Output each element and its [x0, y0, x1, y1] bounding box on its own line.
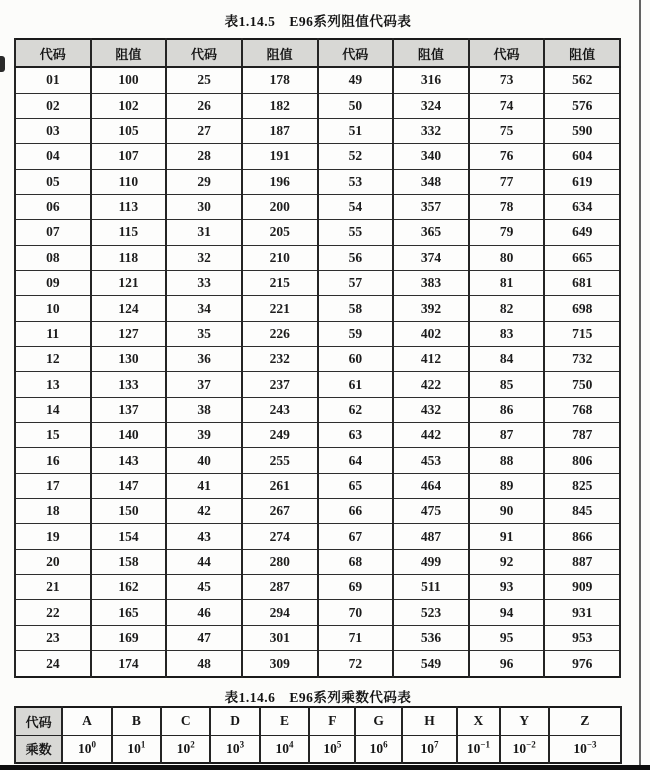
code-cell: 24 [15, 651, 91, 677]
value-cell: 115 [91, 220, 167, 245]
value-cell: 324 [393, 93, 469, 118]
multiplier-base: 10 [420, 740, 435, 756]
code-cell: 10 [15, 296, 91, 321]
code-cell: 58 [318, 296, 394, 321]
header-cell-code: 代码 [166, 39, 242, 67]
code-cell: 75 [469, 118, 545, 143]
code-cell: 09 [15, 271, 91, 296]
value-cell: 196 [242, 169, 318, 194]
value-cell: 191 [242, 144, 318, 169]
value-cell: 511 [393, 575, 469, 600]
value-cell: 383 [393, 271, 469, 296]
code-cell: 62 [318, 397, 394, 422]
table-row [15, 67, 620, 93]
code-cell: 40 [166, 448, 242, 473]
value-cell: 590 [544, 118, 620, 143]
value-cell: 121 [91, 271, 167, 296]
multiplier-base: 10 [127, 740, 141, 756]
value-cell: 866 [544, 524, 620, 549]
header-cell-code: 代码 [318, 39, 394, 67]
value-cell: 332 [393, 118, 469, 143]
code-cell: 95 [469, 625, 545, 650]
table-row [15, 194, 620, 219]
code-cell: 90 [469, 499, 545, 524]
value-cell: 143 [91, 448, 167, 473]
value-cell: 200 [242, 194, 318, 219]
value-cell: 825 [544, 473, 620, 498]
value-cell: 147 [91, 473, 167, 498]
code-row-label: 代码 [15, 707, 62, 735]
code-cell: 28 [166, 144, 242, 169]
code-cell: 73 [469, 67, 545, 93]
value-cell: 309 [242, 651, 318, 677]
multiplier-exponent: 6 [383, 739, 388, 750]
code-cell: 30 [166, 194, 242, 219]
value-cell: 357 [393, 194, 469, 219]
value-cell: 681 [544, 271, 620, 296]
multiplier-code-cell: B [112, 707, 161, 735]
value-cell: 665 [544, 245, 620, 270]
code-cell: 61 [318, 372, 394, 397]
code-cell: 72 [318, 651, 394, 677]
code-cell: 38 [166, 397, 242, 422]
multiplier-base: 10 [323, 740, 337, 756]
code-cell: 51 [318, 118, 394, 143]
value-cell: 536 [393, 625, 469, 650]
multiplier-base: 10 [226, 740, 240, 756]
table-row [15, 625, 620, 650]
code-cell: 48 [166, 651, 242, 677]
value-cell: 174 [91, 651, 167, 677]
value-cell: 140 [91, 423, 167, 448]
value-cell: 464 [393, 473, 469, 498]
multiplier-table-title: 表1.14.6 E96系列乘数代码表 [224, 690, 412, 705]
code-cell: 05 [15, 169, 91, 194]
code-cell: 14 [15, 397, 91, 422]
code-cell: 67 [318, 524, 394, 549]
value-cell: 442 [393, 423, 469, 448]
multiplier-code-cell: Z [549, 707, 621, 735]
code-cell: 64 [318, 448, 394, 473]
code-cell: 93 [469, 575, 545, 600]
resistance-table-header-row [15, 39, 620, 67]
code-cell: 65 [318, 473, 394, 498]
multiplier-row-label: 乘数 [15, 735, 62, 763]
value-cell: 210 [242, 245, 318, 270]
code-cell: 15 [15, 423, 91, 448]
value-cell: 953 [544, 625, 620, 650]
value-cell: 499 [393, 549, 469, 574]
code-cell: 78 [469, 194, 545, 219]
table-row [15, 144, 620, 169]
table-row [15, 372, 620, 397]
code-cell: 35 [166, 321, 242, 346]
page-edge-line [639, 0, 641, 770]
value-cell: 487 [393, 524, 469, 549]
value-cell: 976 [544, 651, 620, 677]
code-cell: 66 [318, 499, 394, 524]
table-row [15, 600, 620, 625]
header-cell-value: 阻值 [242, 39, 318, 67]
code-cell: 83 [469, 321, 545, 346]
multiplier-value-cell [500, 735, 549, 763]
multiplier-value-cell [210, 735, 259, 763]
code-cell: 21 [15, 575, 91, 600]
resistance-table-title: 表1.14.5 E96系列阻值代码表 [224, 14, 412, 29]
value-cell: 287 [242, 575, 318, 600]
code-cell: 45 [166, 575, 242, 600]
value-cell: 931 [544, 600, 620, 625]
table-row [15, 524, 620, 549]
code-cell: 36 [166, 347, 242, 372]
code-cell: 03 [15, 118, 91, 143]
value-cell: 402 [393, 321, 469, 346]
value-cell: 237 [242, 372, 318, 397]
multiplier-base: 10 [78, 740, 92, 756]
multiplier-exponent: −2 [526, 739, 536, 750]
multiplier-code-cell: H [402, 707, 458, 735]
value-cell: 165 [91, 600, 167, 625]
table-row [15, 220, 620, 245]
code-cell: 71 [318, 625, 394, 650]
value-cell: 100 [91, 67, 167, 93]
multiplier-base: 10 [466, 740, 481, 756]
value-cell: 768 [544, 397, 620, 422]
value-cell: 365 [393, 220, 469, 245]
scan-artifact-bar [0, 765, 650, 770]
value-cell: 909 [544, 575, 620, 600]
value-cell: 340 [393, 144, 469, 169]
multiplier-exponent: 2 [190, 739, 195, 750]
code-cell: 50 [318, 93, 394, 118]
code-cell: 63 [318, 423, 394, 448]
code-cell: 42 [166, 499, 242, 524]
value-cell: 348 [393, 169, 469, 194]
value-cell: 715 [544, 321, 620, 346]
value-cell: 127 [91, 321, 167, 346]
header-cell-code: 代码 [15, 39, 91, 67]
value-cell: 221 [242, 296, 318, 321]
code-cell: 46 [166, 600, 242, 625]
code-cell: 49 [318, 67, 394, 93]
code-cell: 87 [469, 423, 545, 448]
code-cell: 86 [469, 397, 545, 422]
multiplier-value-cell [402, 735, 458, 763]
value-cell: 178 [242, 67, 318, 93]
code-cell: 33 [166, 271, 242, 296]
code-cell: 53 [318, 169, 394, 194]
code-cell: 18 [15, 499, 91, 524]
scan-artifact-mark [0, 56, 5, 72]
code-cell: 74 [469, 93, 545, 118]
code-cell: 54 [318, 194, 394, 219]
value-cell: 133 [91, 372, 167, 397]
code-cell: 82 [469, 296, 545, 321]
code-cell: 80 [469, 245, 545, 270]
value-cell: 105 [91, 118, 167, 143]
code-cell: 37 [166, 372, 242, 397]
value-cell: 562 [544, 67, 620, 93]
table-row [15, 271, 620, 296]
code-cell: 32 [166, 245, 242, 270]
value-cell: 249 [242, 423, 318, 448]
multiplier-base: 10 [176, 740, 191, 756]
table-row [15, 499, 620, 524]
multiplier-code-row [15, 707, 621, 735]
value-cell: 374 [393, 245, 469, 270]
value-cell: 604 [544, 144, 620, 169]
code-cell: 07 [15, 220, 91, 245]
code-cell: 55 [318, 220, 394, 245]
value-cell: 787 [544, 423, 620, 448]
code-cell: 13 [15, 372, 91, 397]
value-cell: 806 [544, 448, 620, 473]
multiplier-exponent: 0 [91, 739, 96, 750]
code-cell: 01 [15, 67, 91, 93]
multiplier-base: 10 [573, 740, 587, 756]
code-cell: 89 [469, 473, 545, 498]
code-cell: 52 [318, 144, 394, 169]
code-cell: 96 [469, 651, 545, 677]
table-row [15, 397, 620, 422]
value-cell: 750 [544, 372, 620, 397]
code-cell: 26 [166, 93, 242, 118]
table-row [15, 423, 620, 448]
code-cell: 56 [318, 245, 394, 270]
code-cell: 19 [15, 524, 91, 549]
value-cell: 102 [91, 93, 167, 118]
value-cell: 294 [242, 600, 318, 625]
code-cell: 16 [15, 448, 91, 473]
multiplier-exponent: 7 [434, 739, 439, 750]
value-cell: 255 [242, 448, 318, 473]
table-row [15, 347, 620, 372]
code-cell: 04 [15, 144, 91, 169]
value-cell: 113 [91, 194, 167, 219]
value-cell: 432 [393, 397, 469, 422]
multiplier-value-cell [457, 735, 499, 763]
code-cell: 08 [15, 245, 91, 270]
multiplier-code-cell: Y [500, 707, 549, 735]
value-cell: 124 [91, 296, 167, 321]
value-cell: 301 [242, 625, 318, 650]
code-cell: 31 [166, 220, 242, 245]
code-cell: 91 [469, 524, 545, 549]
value-cell: 150 [91, 499, 167, 524]
table-row [15, 321, 620, 346]
code-cell: 79 [469, 220, 545, 245]
code-cell: 44 [166, 549, 242, 574]
header-cell-value: 阻值 [91, 39, 167, 67]
code-cell: 23 [15, 625, 91, 650]
code-cell: 57 [318, 271, 394, 296]
code-cell: 84 [469, 347, 545, 372]
table-row [15, 245, 620, 270]
table-row [15, 549, 620, 574]
code-cell: 70 [318, 600, 394, 625]
value-cell: 137 [91, 397, 167, 422]
multiplier-exponent: 3 [239, 739, 245, 750]
code-cell: 77 [469, 169, 545, 194]
table-row [15, 473, 620, 498]
value-cell: 280 [242, 549, 318, 574]
value-cell: 158 [91, 549, 167, 574]
value-cell: 215 [242, 271, 318, 296]
code-cell: 76 [469, 144, 545, 169]
code-cell: 85 [469, 372, 545, 397]
value-cell: 845 [544, 499, 620, 524]
value-cell: 261 [242, 473, 318, 498]
code-cell: 94 [469, 600, 545, 625]
code-cell: 20 [15, 549, 91, 574]
multiplier-value-cell [112, 735, 161, 763]
value-cell: 649 [544, 220, 620, 245]
multiplier-value-cell [309, 735, 355, 763]
multiplier-code-cell: C [161, 707, 210, 735]
value-cell: 412 [393, 347, 469, 372]
value-cell: 619 [544, 169, 620, 194]
code-cell: 81 [469, 271, 545, 296]
code-cell: 12 [15, 347, 91, 372]
value-cell: 887 [544, 549, 620, 574]
multiplier-code-cell: X [457, 707, 499, 735]
code-cell: 25 [166, 67, 242, 93]
table-row [15, 575, 620, 600]
code-cell: 17 [15, 473, 91, 498]
header-cell-value: 阻值 [544, 39, 620, 67]
code-cell: 59 [318, 321, 394, 346]
value-cell: 576 [544, 93, 620, 118]
value-cell: 187 [242, 118, 318, 143]
code-cell: 88 [469, 448, 545, 473]
multiplier-value-cell [260, 735, 309, 763]
value-cell: 243 [242, 397, 318, 422]
code-cell: 68 [318, 549, 394, 574]
multiplier-exponent: 1 [140, 739, 146, 750]
value-cell: 110 [91, 169, 167, 194]
value-cell: 232 [242, 347, 318, 372]
value-cell: 422 [393, 372, 469, 397]
multiplier-code-cell: E [260, 707, 309, 735]
header-cell-code: 代码 [469, 39, 545, 67]
value-cell: 453 [393, 448, 469, 473]
resistance-table-body [15, 67, 620, 677]
multiplier-code-cell: A [62, 707, 111, 735]
value-cell: 392 [393, 296, 469, 321]
code-cell: 27 [166, 118, 242, 143]
code-cell: 29 [166, 169, 242, 194]
table-row [15, 296, 620, 321]
multiplier-base: 10 [512, 740, 527, 756]
multiplier-value-cell [355, 735, 401, 763]
value-cell: 162 [91, 575, 167, 600]
value-cell: 634 [544, 194, 620, 219]
multiplier-code-cell: F [309, 707, 355, 735]
multiplier-value-cell [549, 735, 621, 763]
multiplier-value-cell [161, 735, 210, 763]
header-cell-value: 阻值 [393, 39, 469, 67]
table-row [15, 448, 620, 473]
code-cell: 43 [166, 524, 242, 549]
code-cell: 60 [318, 347, 394, 372]
code-cell: 11 [15, 321, 91, 346]
table-row [15, 118, 620, 143]
value-cell: 107 [91, 144, 167, 169]
code-cell: 22 [15, 600, 91, 625]
value-cell: 205 [242, 220, 318, 245]
value-cell: 274 [242, 524, 318, 549]
value-cell: 267 [242, 499, 318, 524]
value-cell: 732 [544, 347, 620, 372]
code-cell: 92 [469, 549, 545, 574]
code-cell: 06 [15, 194, 91, 219]
code-cell: 39 [166, 423, 242, 448]
value-cell: 475 [393, 499, 469, 524]
code-cell: 41 [166, 473, 242, 498]
value-cell: 130 [91, 347, 167, 372]
value-cell: 154 [91, 524, 167, 549]
multiplier-exponent: 4 [289, 739, 294, 750]
value-cell: 182 [242, 93, 318, 118]
value-cell: 118 [91, 245, 167, 270]
code-cell: 47 [166, 625, 242, 650]
value-cell: 316 [393, 67, 469, 93]
multiplier-value-row [15, 735, 621, 763]
value-cell: 169 [91, 625, 167, 650]
multiplier-exponent: −3 [586, 739, 597, 750]
multiplier-code-table [14, 706, 622, 764]
multiplier-base: 10 [275, 740, 289, 756]
multiplier-value-cell [62, 735, 111, 763]
multiplier-base: 10 [369, 740, 384, 756]
table-row [15, 169, 620, 194]
multiplier-code-cell: G [355, 707, 401, 735]
value-cell: 549 [393, 651, 469, 677]
multiplier-exponent: 5 [336, 739, 342, 750]
resistance-code-table [14, 38, 621, 678]
multiplier-code-cell: D [210, 707, 259, 735]
multiplier-exponent: −1 [480, 739, 490, 750]
value-cell: 698 [544, 296, 620, 321]
code-cell: 69 [318, 575, 394, 600]
value-cell: 523 [393, 600, 469, 625]
table-row [15, 651, 620, 677]
code-cell: 02 [15, 93, 91, 118]
value-cell: 226 [242, 321, 318, 346]
code-cell: 34 [166, 296, 242, 321]
table-row [15, 93, 620, 118]
